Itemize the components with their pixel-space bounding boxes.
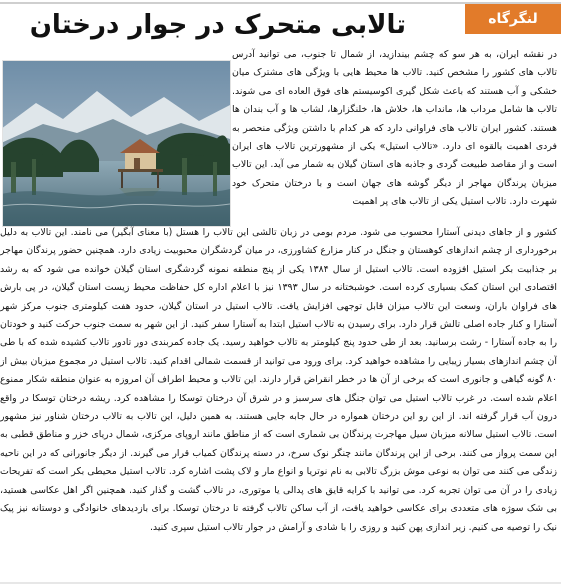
lake-cabin-photo [2, 60, 231, 227]
article-title: تالابی متحرک در جوار درختان [29, 10, 406, 40]
section-tag: لنگرگاه [465, 4, 561, 34]
photo-illustration [2, 61, 230, 227]
article-main-paragraph: کشور و از جاهای دیدنی آستارا محسوب می شود. مردم بومی در زبان تالشی این تالاب را هستل (با معنای آبگیر) می نامند. این تالاب به دلیل برخورداری از چشم اندازهای کوهستان و جنگل در کنار مزارع کشاورزی، در میان گردشگران محبوبیت زیادی دارد. همچنین حضور پرندگان مهاجر بر جذابیت بکر استیل افزوده است. تالاب استیل از سال ۱۳۸۴ یکی از پنج منطقه نمونه گردشگری استان گیلان خوانده می شود که به رشد اقتصادی این استان کمک بسیاری کرده است. خوشبختانه در سال ۱۳۹۳ نیز با اعلام اداره کل حفاظت محیط زیست استان گیلان، در پی بارش های فراوان باران، وسعت این تالاب میزان قابل توجهی افزایش یافت. تالاب استیل در استان گیلان، حدود هفت کیلومتری جنوب مرکز شهر آستارا و کنار جاده اصلی تالش قرار دارد. برای رسیدن به تالاب استیل ابتدا به آستارا سفر کنید. از این شهر به سمت جنوب حرکت کنید و خودتان را به جاده آستارا - رشت برسانید. بعد از طی حدود پنج کیلومتر به تالاب خواهید رسید. یک جاده کمربندی دور تادور تالاب کشیده شده که با طی آن چشم اندازهای بسیار زیبایی را مشاهده خواهید کرد. برای ورود می توانید از قسمت شمالی اقدام کنید. تالاب استیل در مجموع میزبان بیش از ۸۰ گونه گیاهی و جانوری است که برخی از آن ها در خطر انقراض قرار دارند. این تالاب و محیط اطراف آن امروزه به عنوان منطقه شکار ممنوع اعلام شده است. در غرب تالاب استیل می توان جنگل های سرسبز و در شرق آن درختان توسکا را مشاهده کرد. ریشه درختان توسکا در واقع درون آب قرار گرفته اند. از این رو این درختان همواره در حال جابه جایی هستند. به همین دلیل، این تالاب به تالاب درختان شناور نیز مشهور است. تالاب استیل سالانه میزبان سیل مهاجرت پرندگان بی شماری است که از مناطق مانند اروپای مرکزی، شمال دریای خزر و مناطق قطبی به این سمت پرواز می کنند. برخی از این پرندگان مانند چنگر نوک سرخ، در دسته پرندگان کمیاب قرار می گیرند. از دیگر جانورانی که در این ناحیه زندگی می کنند می توان به نوعی موش بزرگ تالابی به نام نوتریا و انواع مار و لاک پشت اشاره کرد. تالاب استیل محیطی بکر است که تفریحات زیادی را در آن می توان تجربه کرد. می توانید با کرایه قایق های پدالی یا موتوری، در تالاب گشت و گذار کنید. همچنین اگر اهل عکاسی هستید، بی شک سوژه های متعددی برای عکاسی خواهید یافت، از آب ساکن تالاب گرفته تا درختان توسکا. برای بازدیدهای خانوادگی و دوستانه نیز پیک نیک را توصیه می کنیم. زیر اندازی پهن کنید و روزی را با شادی و آرامش در جوار تالاب استیل سپری کنید. [0, 227, 557, 533]
article-intro-paragraph: در نقشه ایران، به هر سو که چشم بیندازید، از شمال تا جنوب، می توانید آدرس تالاب های کشور را مشخص کنید. تالاب ها محیط هایی با ویژگی های مشترک میان خشکی و آب هستند که باعث شکل گیری اکوسیستم های فوق العاده ای می شوند. تالاب ها شامل مرداب ها، مانداب ها، خلاش ها، خلنگزارها، لشاب ها و آب بندان ها هستند. کشور ایران تالاب های فراوانی دارد که هر کدام با داشتن ویژگی منحصر به فردی اهمیت بالقوه ای دارد. «تالاب استیل» یکی از مشهورترین تالاب های ایران است و از مقاصد طبیعت گردی و جاذبه های استان گیلان به شمار می آید. این تالاب میزبان پرندگان مهاجر از دیگر گوشه های جهان است و با درختان متحرک خود شهرت دارد. تالاب استیل یکی از تالاب های پر اهمیت [232, 49, 557, 208]
